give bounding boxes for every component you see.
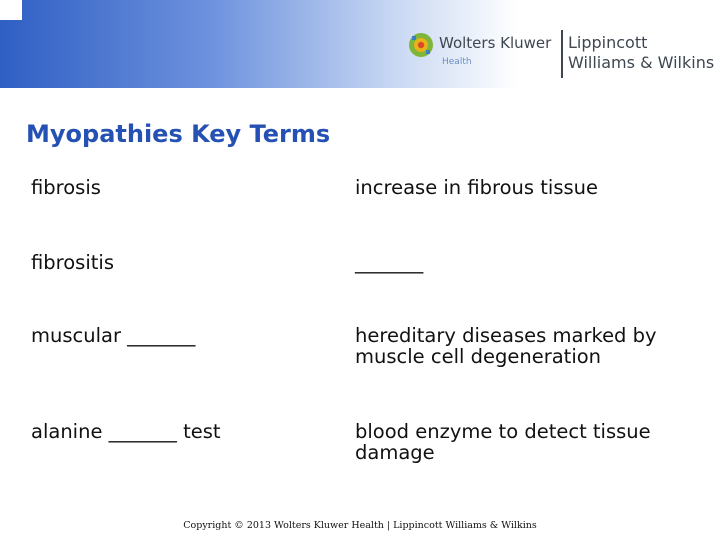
definition-2: _______ xyxy=(355,251,424,274)
copyright-footer: Copyright © 2013 Wolters Kluwer Health | Lippincott Williams & Wilkins xyxy=(183,520,537,531)
logo-partner-line1: Lippincott xyxy=(568,33,648,52)
logo-division: Health xyxy=(442,57,472,67)
term-3: muscular _______ xyxy=(31,324,196,347)
logo-partner xyxy=(568,33,714,73)
definition-3: hereditary diseases marked by muscle cell degeneration xyxy=(355,324,657,368)
term-4: alanine _______ test xyxy=(31,420,221,443)
term-2: fibrositis xyxy=(31,251,114,274)
logo-partner-line2: Williams & Wilkins xyxy=(568,53,715,72)
wolters-kluwer-logo-icon xyxy=(408,32,434,58)
definition-1: increase in fibrous tissue xyxy=(355,176,598,199)
logo-company-name: Wolters Kluwer xyxy=(439,34,552,52)
term-1: fibrosis xyxy=(31,176,101,199)
slide-title: Myopathies Key Terms xyxy=(26,120,331,148)
definition-4: blood enzyme to detect tissue damage xyxy=(355,420,651,464)
logo-divider xyxy=(561,30,563,78)
